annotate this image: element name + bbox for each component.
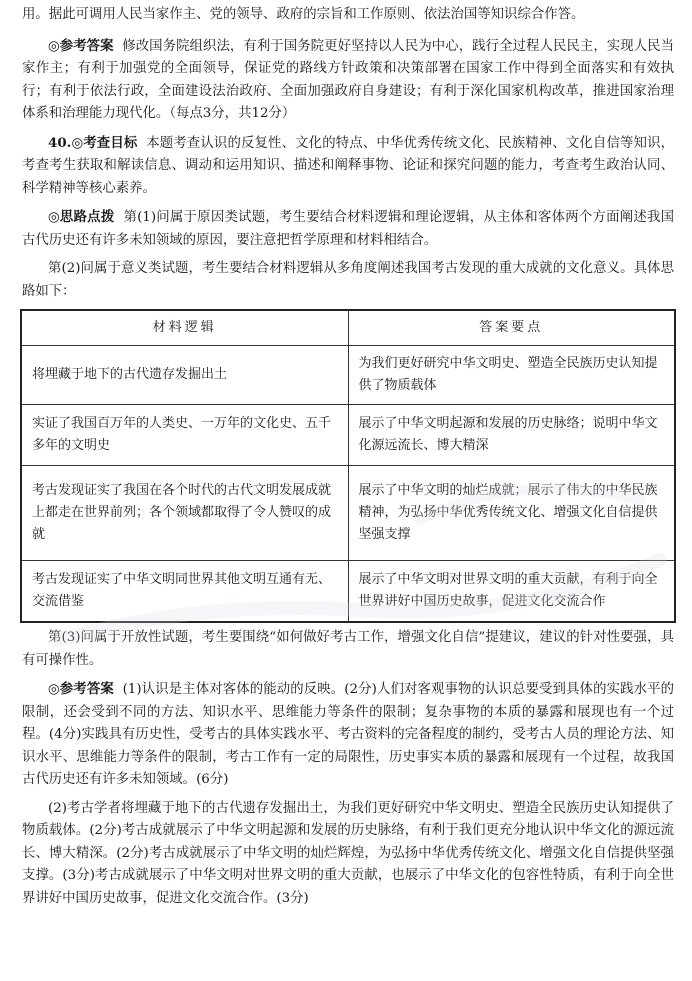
q40-hint-label: ◎思路点拨: [48, 209, 115, 225]
q40-answer-label: ◎参考答案: [48, 681, 114, 697]
table-row: [21, 466, 675, 561]
q40-goal-text: 本题考查认识的反复性、文化的特点、中华优秀传统文化、民族精神、文化自信等知识，考查考生获取和解读信息、调动和运用知识、描述和阐释事物、论证和探究问题的能力，考查考生政治认同、科学精神等核心素养。: [22, 135, 675, 196]
document-page: [22, 4, 674, 910]
q40-hint-text1: 第(1)问属于原因类试题，考生要结合材料逻辑和理论逻辑，从主体和客体两个方面阐述我国古代历史还有许多未知领域的原因，要注意把哲学原理和材料相结合。: [22, 210, 675, 248]
q40-answer1-paragraph: [22, 678, 674, 792]
table-header-row: [21, 310, 675, 346]
intro-line: 用。据此可调用人民当家作主、党的领导、政府的宗旨和工作原则、依法治国等知识综合作答。: [22, 7, 585, 22]
table-row: [21, 561, 675, 623]
table-header-material: 材料逻辑: [21, 310, 348, 346]
q40-answer2-paragraph: (2)考古学者将埋藏于地下的古代遗存发掘出土，为我们更好研究中华文明史、塑造全民族历史认知提供了物质载体。(2分)考古成就展示了中华文明起源和发展的历史脉络，有利于我们更充分地认识中华文化的源远流长、博大精深。(2分)考古成就展示了中华文明的灿烂辉煌，为弘扬中华优秀传统文化、增强文化自信提供坚强支撑。(3分)考古成就展示了中华文明对世界文明的重大贡献，也展示了中华文化的包容性特质，有利于向全世界讲好中国历史故事，促进文化交流合作。(3分): [22, 800, 674, 906]
q40-goal-label: ◎考查目标: [71, 134, 138, 151]
table-cell: 将埋藏于地下的古代遗存发掘出土: [21, 346, 348, 405]
table-cell: 实证了我国百万年的人类史、一万年的文化史、五千多年的文明史: [21, 405, 348, 466]
q40-answer1-text: (1)认识是主体对客体的能动的反映。(2分)人们对客观事物的认识总要受到具体的实践水平的限制，还会受到不同的方法、知识水平、思维能力等条件的限制；复杂事物的本质的暴露和展现也有一个过程。(4分)实践具有历史性，受考古的具体实践水平、考古资料的完备程度的制约，受考古人员的理论方法、知识水平、思维能力等条件的限制，考古工作有一定的局限性，历史事实本质的暴露和展现有一个过程，故我国古代历史还有许多未知领域。(6分): [22, 682, 674, 787]
q40-hint-paragraph: [22, 206, 674, 252]
logic-table: [20, 309, 676, 623]
table-row: [21, 405, 675, 466]
table-cell: 考古发现证实了中华文明同世界其他文明互通有无、交流借鉴: [21, 561, 348, 623]
q40-hint-text3: 第(3)问属于开放性试题，考生要围绕“如何做好考古工作，增强文化自信”提建议，建议的针对性要强，具有可操作性。: [22, 630, 674, 668]
q40-goal-paragraph: [22, 132, 674, 201]
q40-hint-text2: 第(2)问属于意义类试题，考生要结合材料逻辑从多角度阐述我国考古发现的重大成就的文化意义。具体思路如下：: [22, 261, 674, 299]
q39-answer-text: 修改国务院组织法，有利于国务院更好坚持以人民为中心，践行全过程人民民主，实现人民当家作主；有利于加强党的全面领导，保证党的路线方针政策和决策部署在国家工作中得到全面落实和有效执行；有利于依法行政，全面建设法治政府、全面加强政府自身建设；有利于深化国家机构改革，推进国家治理体系和治理能力现代化。（每点3分，共12分）: [22, 38, 675, 121]
table-header-answer: 答案要点: [348, 310, 675, 346]
table-cell: 展示了中华文明对世界文明的重大贡献，有利于向全世界讲好中国历史故事，促进文化交流合作: [348, 561, 675, 623]
table-cell: 为我们更好研究中华文明史、塑造全民族历史认知提供了物质载体: [348, 346, 675, 405]
table-cell: 展示了中华文明起源和发展的历史脉络；说明中华文化源远流长、博大精深: [348, 405, 675, 466]
q40-number: 40.: [48, 134, 72, 151]
table-row: [21, 346, 675, 405]
table-cell: 展示了中华文明的灿烂成就；展示了伟大的中华民族精神，为弘扬中华优秀传统文化、增强文化自信提供坚强支撑: [348, 466, 675, 561]
q39-answer-paragraph: [22, 35, 674, 126]
q39-answer-label: ◎参考答案: [48, 37, 114, 54]
table-cell: 考古发现证实了我国在各个时代的古代文明发展成就上都走在世界前列；各个领域都取得了令人赞叹的成就: [21, 466, 348, 561]
